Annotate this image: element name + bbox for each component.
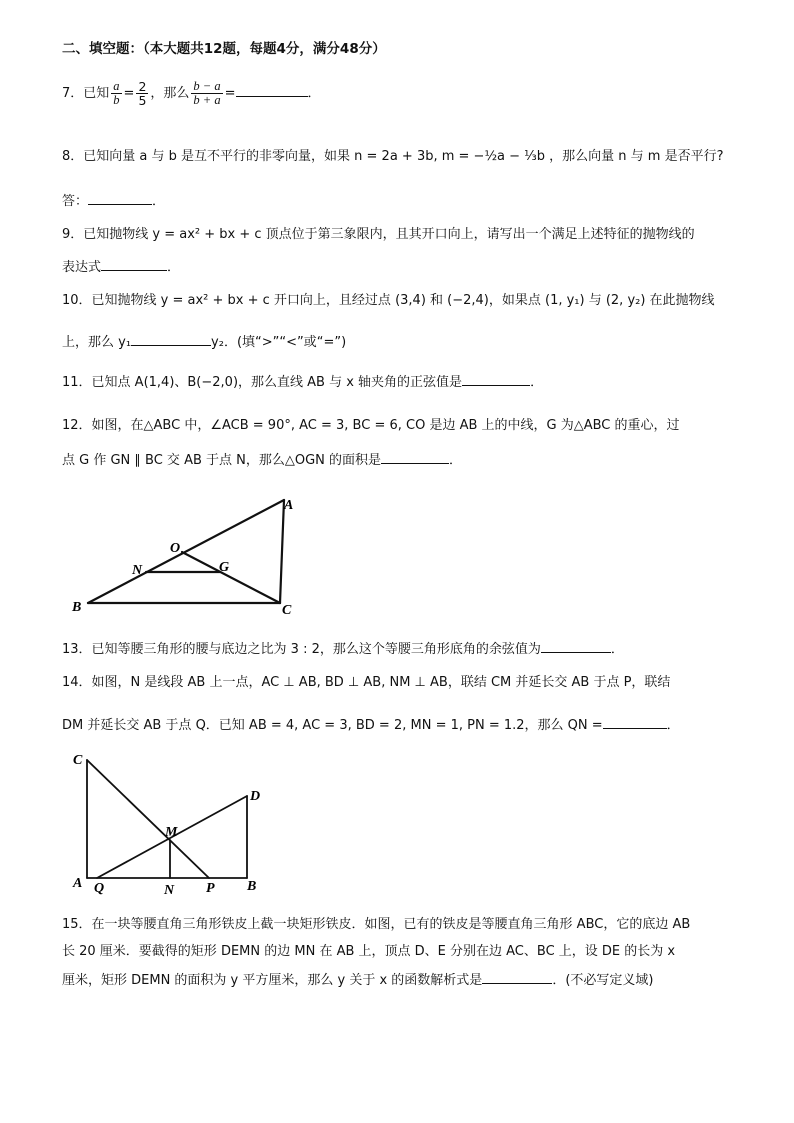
q15-prefix: 厘米，矩形 DEMN 的面积为 y 平方厘米，那么 y 关于 x 的函数解析式是 [62, 973, 483, 988]
q7-fraction-a-b [111, 80, 121, 107]
label-C: C [282, 603, 292, 618]
q12-figure [60, 490, 310, 620]
q14-figure [68, 748, 278, 896]
q7-prefix: 7．已知 [62, 86, 110, 101]
label-N: N [164, 883, 175, 896]
label-A: A [284, 498, 294, 513]
q15-answer-blank[interactable] [482, 971, 552, 984]
q7-fraction-expr [191, 80, 222, 107]
question-11 [62, 373, 543, 392]
question-12-line2 [62, 451, 462, 470]
question-10-line2 [62, 333, 346, 352]
question-9-line2 [62, 258, 180, 277]
question-8-line1: 8．已知向量 a 与 b 是互不平行的非零向量，如果 n = 2a + 3b, m = −½a − ⅓b ，那么向量 n 与 m 是否平行? [62, 149, 724, 164]
q14-end: ． [666, 718, 680, 733]
label-B: B [247, 879, 257, 894]
q7-fraction-2-5 [136, 80, 148, 107]
q7-f3-den: b + a [193, 93, 221, 107]
question-7 [62, 80, 321, 107]
q8-answer-prefix: 答： [62, 194, 89, 209]
segment-CO [182, 552, 280, 603]
label-B: B [72, 600, 82, 615]
segment-CP [87, 760, 209, 878]
q11-text: 11．已知点 A(1,4)、B(−2,0)，那么直线 AB 与 x 轴夹角的正弦值是 [62, 375, 463, 390]
label-A: A [73, 876, 83, 891]
label-D: D [250, 789, 261, 804]
label-N: N [132, 563, 143, 578]
q13-end: ． [610, 642, 624, 657]
question-9-line1: 9．已知抛物线 y = ax² + bx + c 顶点位于第三象限内，且其开口向上，请写出一个满足上述特征的抛物线的 [62, 227, 695, 242]
q14-answer-blank[interactable] [603, 716, 667, 729]
label-P: P [206, 881, 215, 896]
label-G: G [219, 560, 230, 575]
q10-prefix: 上，那么 y₁ [62, 335, 132, 350]
section-title: 二、填空题：（本大题共12题，每题4分，满分48分） [62, 41, 386, 57]
q7-mid: ，那么 [150, 86, 190, 101]
q9-answer-blank[interactable] [101, 258, 167, 271]
q13-answer-blank[interactable] [541, 640, 611, 653]
q8-end: ． [152, 194, 166, 209]
question-12-line1: 12．如图，在△ABC 中，∠ACB = 90°, AC = 3, BC = 6, CO 是边 AB 上的中线，G 为△ABC 的重心，过 [62, 418, 680, 433]
q15-suffix: ．(不必写定义域) [552, 973, 654, 988]
q14-prefix: DM 并延长交 AB 于点 Q．已知 AB = 4, AC = 3, BD = 2, MN = 1, PN = 1.2，那么 QN = [62, 718, 603, 733]
q12-end: ． [449, 453, 463, 468]
q7-end: ． [307, 86, 321, 101]
q7-f2-den: 5 [138, 93, 147, 108]
question-10-line1: 10．已知抛物线 y = ax² + bx + c 开口向上，且经过点 (3,4) 和 (−2,4)，如果点 (1, y₁) 与 (2, y₂) 在此抛物线 [62, 293, 715, 308]
question-15-line2: 长 20 厘米．要截得的矩形 DEMN 的边 MN 在 AB 上，顶点 D、E 分别在边 AC、BC 上，设 DE 的长为 x [62, 944, 676, 959]
q7-eq: = [123, 86, 135, 101]
label-C: C [73, 753, 83, 768]
q13-text: 13．已知等腰三角形的腰与底边之比为 3 : 2，那么这个等腰三角形底角的余弦值为 [62, 642, 541, 657]
label-O: O [170, 541, 181, 556]
question-14-line2 [62, 716, 680, 735]
q7-f3-num: b − a [193, 79, 221, 93]
segment-CA [280, 500, 284, 603]
q9-prefix: 表达式 [62, 260, 102, 275]
q7-answer-blank[interactable] [236, 84, 308, 97]
question-8-line2 [62, 192, 165, 211]
q7-tail: = [224, 86, 236, 101]
label-Q: Q [94, 881, 105, 896]
label-M: M [165, 825, 178, 840]
q7-f1-den: b [113, 93, 120, 107]
question-15-line1: 15．在一块等腰直角三角形铁皮上截一块矩形铁皮．如图，已有的铁皮是等腰直角三角形 ABC，它的底边 AB [62, 917, 691, 932]
q10-suffix: y₂．(填“>”“<”或“=”) [211, 335, 347, 350]
q11-answer-blank[interactable] [462, 373, 530, 386]
question-14-line1: 14．如图，N 是线段 AB 上一点，AC ⊥ AB, BD ⊥ AB, NM ⊥ AB，联结 CM 并延长交 AB 于点 P，联结 [62, 675, 671, 690]
q12-answer-blank[interactable] [381, 451, 449, 464]
q8-answer-blank[interactable] [88, 192, 152, 205]
q9-end: ． [167, 260, 181, 275]
q11-end: ． [530, 375, 544, 390]
q7-f2-num: 2 [138, 79, 147, 94]
q12-prefix: 点 G 作 GN ∥ BC 交 AB 于点 N，那么△OGN 的面积是 [62, 453, 382, 468]
q7-f1-num: a [113, 79, 120, 93]
segment-AB [88, 500, 284, 603]
q10-answer-blank[interactable] [131, 333, 211, 346]
question-13 [62, 640, 624, 659]
question-15-line3 [62, 971, 653, 990]
